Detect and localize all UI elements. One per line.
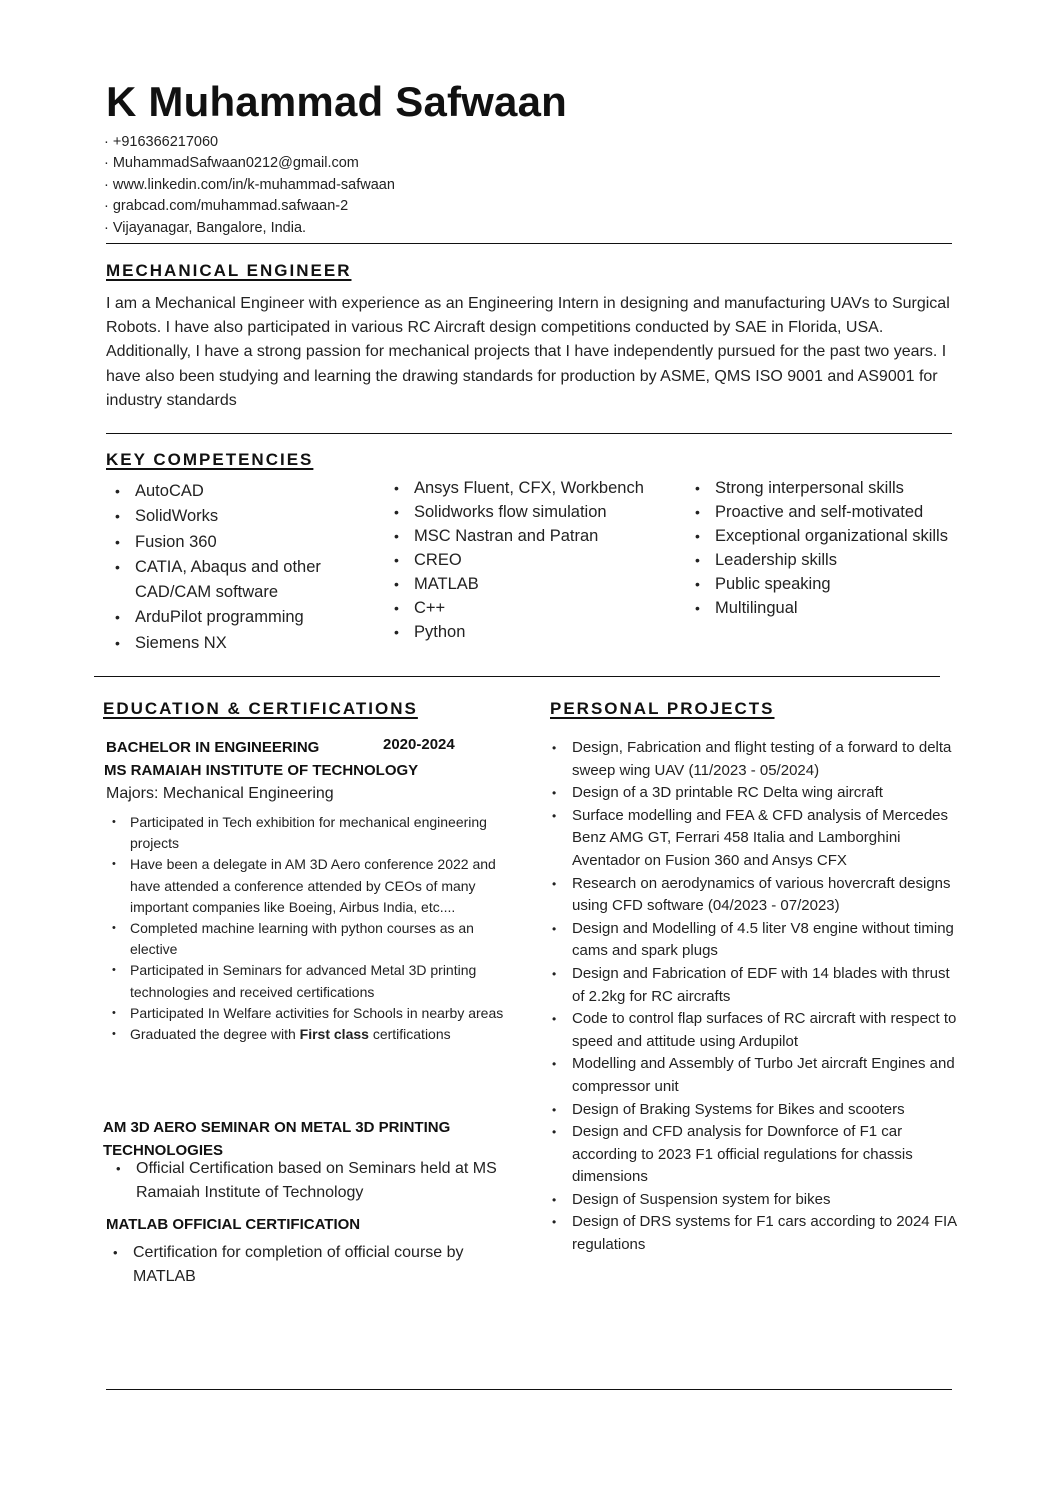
projects-list (572, 737, 957, 1257)
matlab-list (133, 1241, 513, 1289)
list-item: • Design, Fabrication and flight testing of a forward to delta sweep wing UAV (11/2023 - 05/2024) (572, 737, 957, 782)
list-item: • SolidWorks (135, 504, 365, 529)
summary-heading: MECHANICAL ENGINEER (106, 261, 352, 280)
contact-grabcad: · grabcad.com/muhammad.safwaan-2 (104, 198, 349, 215)
list-item: • Design and CFD analysis for Downforce of F1 car according to 2023 F1 official regulations for chassis dimensions (572, 1121, 957, 1189)
candidate-name: K Muhammad Safwaan (106, 78, 568, 125)
list-item: • Design and Fabrication of EDF with 14 blades with thrust of 2.2kg for RC aircrafts (572, 963, 957, 1008)
list-item: • Completed machine learning with python courses as an elective (130, 918, 510, 960)
majors: Majors: Mechanical Engineering (106, 785, 334, 802)
graduated-suffix: certifications (368, 1026, 451, 1043)
list-item: • Official Certification based on Seminars held at MS Ramaiah Institute of Technology (136, 1157, 516, 1205)
list-item: • Participated In Welfare activities for Schools in nearby areas (130, 1003, 510, 1024)
seminar-list (136, 1157, 516, 1205)
list-item: • Exceptional organizational skills (715, 524, 950, 548)
institute-name: MS RAMAIAH INSTITUTE OF TECHNOLOGY (104, 762, 419, 779)
list-item: • CATIA, Abaqus and other CAD/CAM software (135, 555, 365, 606)
list-item: • Design and Modelling of 4.5 liter V8 engine without timing cams and spark plugs (572, 918, 957, 963)
divider (106, 433, 952, 434)
projects-heading: PERSONAL PROJECTS (550, 699, 775, 718)
list-item: • Participated in Tech exhibition for mechanical engineering projects (130, 812, 510, 854)
contact-location: · Vijayanagar, Bangalore, India. (104, 219, 307, 236)
divider (94, 676, 940, 677)
degree-title: BACHELOR IN ENGINEERING (106, 739, 320, 756)
list-item: • CREO (414, 548, 674, 572)
contact-linkedin: · www.linkedin.com/in/k-muhammad-safwaan (104, 176, 395, 193)
degree-years: 2020-2024 (383, 736, 455, 753)
list-item: • Code to control flap surfaces of RC aircraft with respect to speed and attitude using Ardupilot (572, 1008, 957, 1053)
competencies-column-1 (135, 479, 365, 656)
matlab-title: MATLAB OFFICIAL CERTIFICATION (106, 1216, 361, 1233)
list-item: • Design of Braking Systems for Bikes and scooters (572, 1099, 957, 1122)
list-item: • MSC Nastran and Patran (414, 524, 674, 548)
list-item: • Design of a 3D printable RC Delta wing aircraft (572, 782, 957, 805)
education-activities (130, 812, 510, 1045)
list-item: • AutoCAD (135, 479, 365, 504)
list-item: • Participated in Seminars for advanced Metal 3D printing technologies and received certifications (130, 960, 510, 1002)
list-item (130, 1024, 510, 1045)
competencies-heading: KEY COMPETENCIES (106, 450, 314, 469)
list-item: • Modelling and Assembly of Turbo Jet aircraft Engines and compressor unit (572, 1053, 957, 1098)
divider (106, 1389, 952, 1390)
list-item: • Leadership skills (715, 548, 950, 572)
list-item: • Design of Suspension system for bikes (572, 1189, 957, 1212)
divider (106, 243, 952, 244)
list-item: • Python (414, 620, 674, 644)
education-heading: EDUCATION & CERTIFICATIONS (103, 699, 418, 718)
summary-text: I am a Mechanical Engineer with experience as an Engineering Intern in designing and manufacturing UAVs to Surgical Robots. I have also participated in various RC Aircraft design competitions conducted by SAE in Florida, USA. Additionally, I have a strong passion for mechanical projects that I have independently pursued for the past two years. I have also been studying and learning the drawing standards for production by ASME, QMS ISO 9001 and AS9001 for industry standards (106, 295, 950, 409)
contact-phone: · +916366217060 (104, 134, 219, 150)
list-item: • Siemens NX (135, 631, 365, 656)
competencies-column-2 (414, 476, 674, 644)
list-item: • Have been a delegate in AM 3D Aero conference 2022 and have attended a conference attended by CEOs of many important companies like Boeing, Airbus India, etc.... (130, 854, 510, 918)
seminar-title: AM 3D AERO SEMINAR ON METAL 3D PRINTING TECHNOLOGIES (103, 1119, 451, 1159)
list-item: • MATLAB (414, 572, 674, 596)
list-item: • C++ (414, 596, 674, 620)
contact-info (104, 132, 395, 239)
graduated-prefix: Graduated the degree with (130, 1026, 300, 1043)
list-item: • Research on aerodynamics of various hovercraft designs using CFD software (04/2023 - 07/2023) (572, 873, 957, 918)
list-item: • Multilingual (715, 596, 950, 620)
list-item: • Fusion 360 (135, 530, 365, 555)
list-item: • Proactive and self-motivated (715, 500, 950, 524)
contact-email: · MuhammadSafwaan0212@gmail.com (104, 155, 359, 172)
competencies-column-3 (715, 476, 950, 620)
list-item: • Strong interpersonal skills (715, 476, 950, 500)
list-item: • Public speaking (715, 572, 950, 596)
list-item: • Certification for completion of official course by MATLAB (133, 1241, 513, 1289)
graduated-class: First class (299, 1026, 369, 1043)
list-item: • ArduPilot programming (135, 605, 365, 630)
list-item: • Ansys Fluent, CFX, Workbench (414, 476, 674, 500)
list-item: • Solidworks flow simulation (414, 500, 674, 524)
list-item: • Design of DRS systems for F1 cars according to 2024 FIA regulations (572, 1211, 957, 1256)
list-item: • Surface modelling and FEA & CFD analysis of Mercedes Benz AMG GT, Ferrari 458 Italia and Lamborghini Aventador on Fusion 360 and Ansys CFX (572, 805, 957, 873)
